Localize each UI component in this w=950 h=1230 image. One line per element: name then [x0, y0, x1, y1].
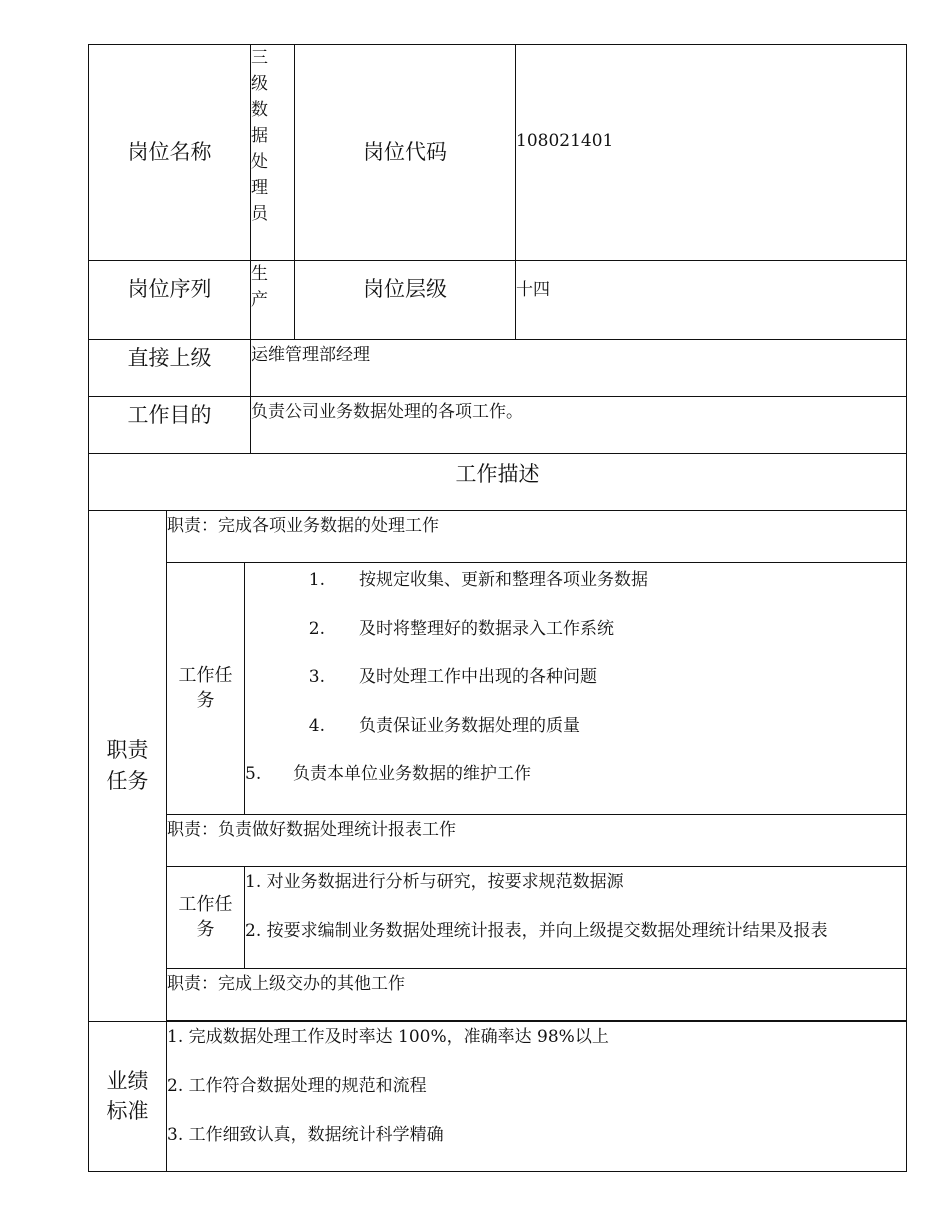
- position-name-value: 三 级 数 据 处 理 员: [251, 45, 295, 261]
- position-level-label: 岗位层级: [295, 261, 516, 340]
- list-item: 5. 负责本单位业务数据的维护工作: [245, 764, 531, 784]
- position-series-label: 岗位序列: [89, 261, 251, 340]
- job-purpose-label: 工作目的: [89, 397, 251, 454]
- list-item: 4. 负责保证业务数据处理的质量: [308, 715, 580, 736]
- position-name-label: 岗位名称: [89, 45, 251, 261]
- position-level-value: 十四: [516, 261, 907, 340]
- job-description-document: [88, 44, 906, 1172]
- job-purpose-value: 负责公司业务数据处理的各项工作。: [251, 397, 907, 454]
- list-item: 1. 按规定收集、更新和整理各项业务数据: [308, 570, 648, 590]
- list-item: 1. 完成数据处理工作及时率达 100%，准确率达 98%以上: [167, 1026, 609, 1047]
- direct-superior-label: 直接上级: [89, 340, 251, 397]
- list-item: 2. 工作符合数据处理的规范和流程: [167, 1075, 427, 1096]
- duties-label: 职责任务: [89, 511, 167, 1022]
- performance-label: 业绩标准: [89, 1021, 167, 1171]
- duty-1-task-label: 工作任务: [167, 563, 245, 815]
- duty-1-task-list: [245, 563, 907, 815]
- job-description-table: [88, 44, 907, 1172]
- list-item: 3. 工作细致认真，数据统计科学精确: [167, 1124, 444, 1145]
- duty-2-title: 职责：负责做好数据处理统计报表工作: [167, 814, 907, 866]
- position-code-label: 岗位代码: [295, 45, 516, 261]
- duty-2-task-label: 工作任务: [167, 866, 245, 968]
- position-series-value: 生 产: [251, 261, 295, 340]
- job-description-heading: 工作描述: [89, 454, 907, 511]
- duty-2-task-list: [245, 866, 907, 968]
- list-item: 3. 及时处理工作中出现的各种问题: [308, 667, 597, 687]
- performance-list: [167, 1021, 907, 1171]
- list-item: 2. 及时将整理好的数据录入工作系统: [308, 618, 614, 639]
- direct-superior-value: 运维管理部经理: [251, 340, 907, 397]
- list-item: 2. 按要求编制业务数据处理统计报表，并向上级提交数据处理统计结果及报表: [245, 920, 828, 941]
- duty-1-title: 职责：完成各项业务数据的处理工作: [167, 511, 907, 563]
- position-code-value: 108021401: [516, 45, 907, 261]
- list-item: 1. 对业务数据进行分析与研究，按要求规范数据源: [245, 871, 624, 892]
- duty-3-title: 职责：完成上级交办的其他工作: [167, 968, 907, 1020]
